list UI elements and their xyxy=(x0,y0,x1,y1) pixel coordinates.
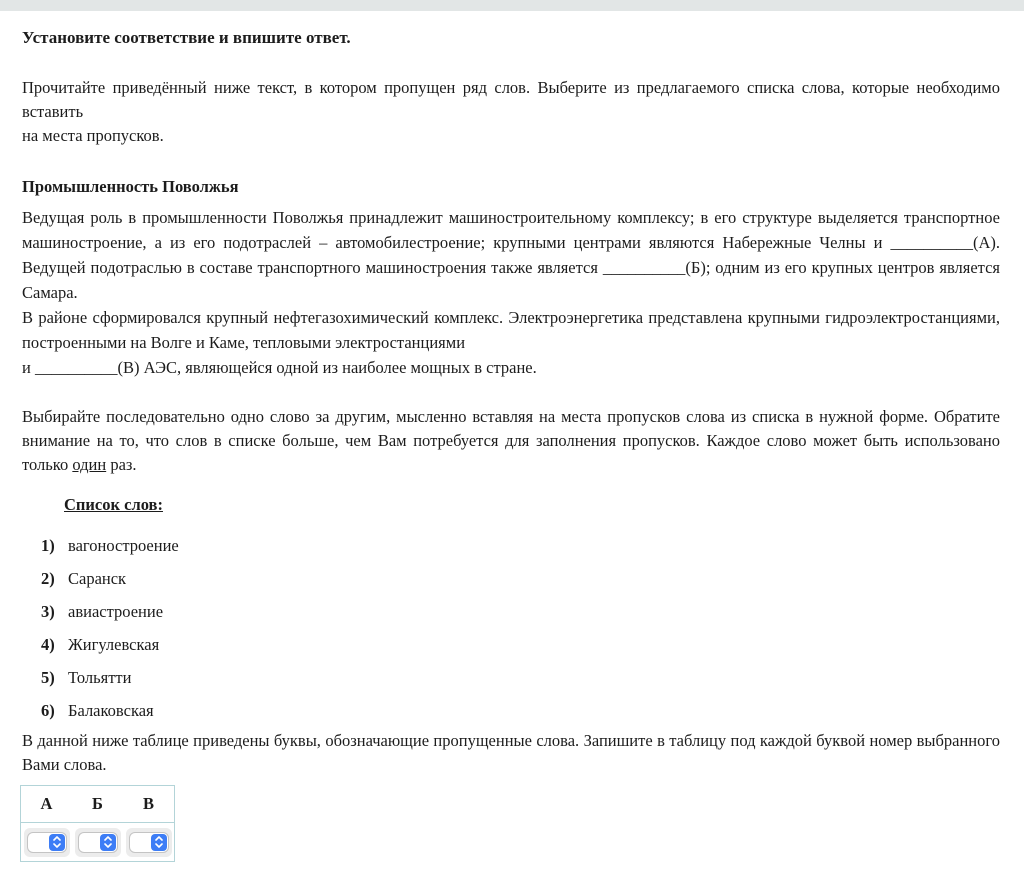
word-list-item xyxy=(22,529,1000,562)
word-number: 3) xyxy=(41,601,55,621)
passage-block xyxy=(22,174,1000,380)
word-list-item xyxy=(22,562,1000,595)
guidance-paragraph xyxy=(22,405,1000,477)
top-gray-bar xyxy=(0,0,1024,11)
word-list xyxy=(22,529,1000,727)
word-list-item xyxy=(22,694,1000,727)
word-label: вагоностроение xyxy=(68,535,179,555)
word-label: Жигулевская xyxy=(68,634,160,654)
word-label: Балаковская xyxy=(68,700,154,720)
guidance-text-after: раз. xyxy=(106,455,137,474)
guidance-underlined-word: один xyxy=(72,455,107,474)
word-number: 5) xyxy=(41,667,55,687)
answer-select-v[interactable] xyxy=(126,828,172,857)
select-arrows-icon xyxy=(100,834,116,851)
table-instruction: В данной ниже таблице приведены буквы, обозначающие пропущенные слова. Запишите в таблицу под каждой буквой номер выбранного Вами слова. xyxy=(22,731,1000,774)
word-number: 1) xyxy=(41,535,55,555)
word-number: 4) xyxy=(41,634,55,654)
passage-paragraph-2: В районе сформировался крупный нефтегазохимический комплекс. Электроэнергетика представлена крупными гидроэлектростанциями, построенными на Волге и Каме, тепловыми электростанциями xyxy=(22,308,1000,352)
answer-column-a: А xyxy=(21,786,73,823)
word-list-heading: Список слов: xyxy=(64,495,163,514)
answer-table-controls-row xyxy=(21,823,175,862)
word-list-item xyxy=(22,595,1000,628)
word-number: 6) xyxy=(41,700,55,720)
word-label: Саранск xyxy=(68,568,127,588)
passage-heading: Промышленность Поволжья xyxy=(22,177,239,196)
word-label: Тольятти xyxy=(68,667,132,687)
answer-table-header-row xyxy=(21,786,175,823)
guidance-text-before: Выбирайте последовательно одно слово за другим, мысленно вставляя на места пропусков слова из списка в нужной форме. Обратите внимание на то, что слов в списке больше, чем Вам потребуется для заполнения пропусков. Каждое слово может быть использовано только xyxy=(22,407,1000,474)
select-arrows-icon xyxy=(151,834,167,851)
answer-select-b[interactable] xyxy=(75,828,121,857)
question-page xyxy=(0,11,1024,862)
question-title: Установите соответствие и впишите ответ. xyxy=(22,28,351,47)
answer-column-b: Б xyxy=(72,786,123,823)
intro-line-1: Прочитайте приведённый ниже текст, в котором пропущен ряд слов. Выберите из предлагаемого списка слова, которые необходимо вставить xyxy=(22,78,1000,121)
word-list-item xyxy=(22,628,1000,661)
answer-select-a[interactable] xyxy=(24,828,70,857)
passage-paragraph-1: Ведущая роль в промышленности Поволжья принадлежит машиностроительному комплексу; в его структуре выделяется транспортное машиностроение, а из его подотраслей – автомобилестроение; крупными центрами являются Набережные Челны и __________(А). Ведущей подотраслью в составе транспортного машиностроения также является __________(Б); одним из его крупных центров является Самара. xyxy=(22,208,1000,302)
passage-paragraph-3: и __________(В) АЭС, являющейся одной из наиболее мощных в стране. xyxy=(22,358,537,377)
intro-paragraph xyxy=(22,76,1000,148)
word-number: 2) xyxy=(41,568,55,588)
word-label: авиастроение xyxy=(68,601,164,621)
answer-column-v: В xyxy=(123,786,175,823)
intro-line-2: на места пропусков. xyxy=(22,126,164,145)
select-arrows-icon xyxy=(49,834,65,851)
answer-table xyxy=(20,785,175,862)
word-list-item xyxy=(22,661,1000,694)
